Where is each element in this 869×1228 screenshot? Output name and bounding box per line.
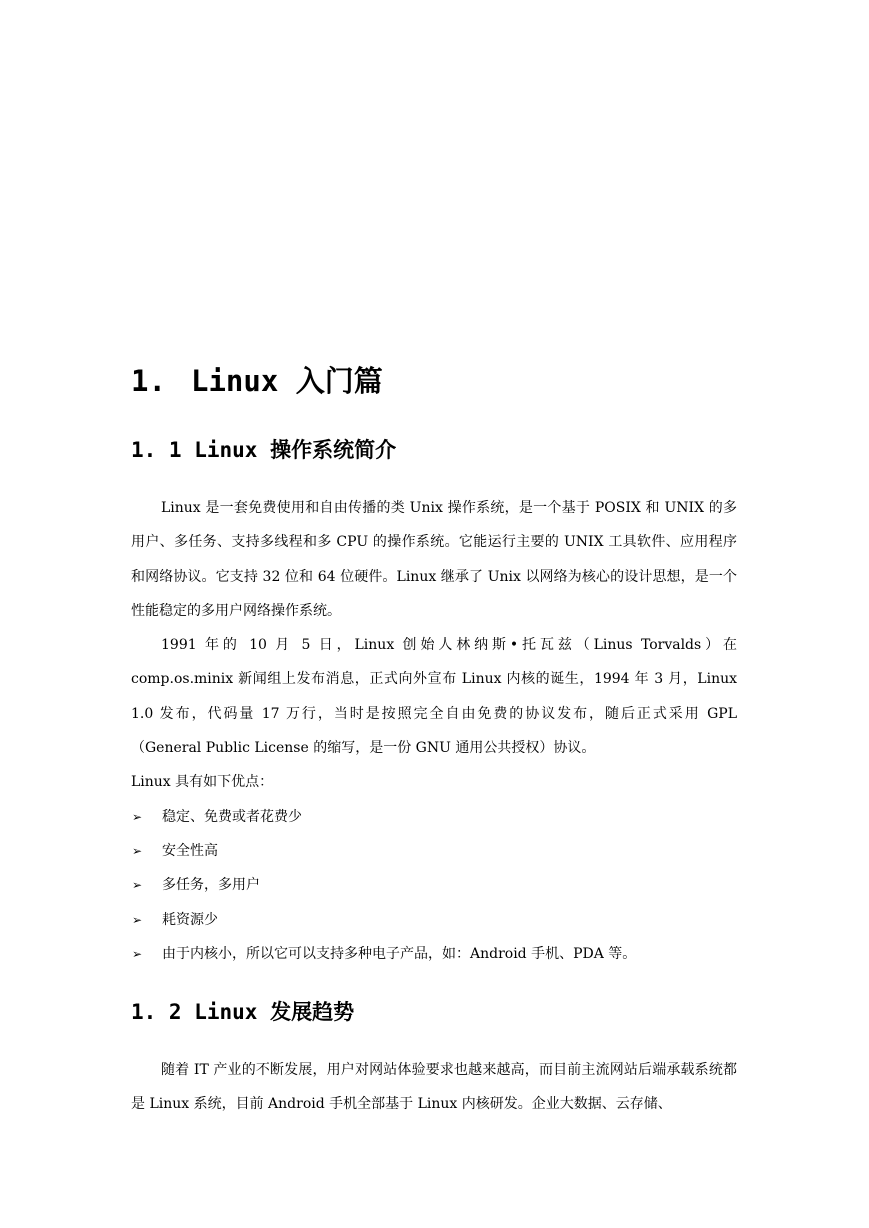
chapter-heading [131,356,737,406]
trend-paragraph: 随着 IT 产业的不断发展，用户对网站体验要求也越来越高，而目前主流网站后端承载系统都是 Linux 系统，目前 Android 手机全部基于 Linux 内核研发。企业大数据、云存储、 [131,1062,737,1113]
arrowhead-bullet-icon: ➢ [132,809,143,824]
chapter-title: Linux 入门篇 [191,364,383,398]
section-heading-1-1: 1. 1 Linux 操作系统简介 [131,438,397,462]
list-item-text: 安全性高 [162,842,218,859]
list-item-text: 稳定、免费或者花费少 [162,808,302,825]
arrowhead-bullet-icon: ➢ [132,843,143,858]
list-item-text: 由于内核小，所以它可以支持多种电子产品，如：Android 手机、PDA 等。 [162,945,637,962]
section-body-1-2 [131,1053,737,1122]
arrowhead-bullet-icon: ➢ [132,878,143,893]
list-item [131,868,737,902]
list-item-text: 多任务，多用户 [162,877,260,894]
document-content [131,356,737,1122]
arrowhead-bullet-icon: ➢ [132,946,143,961]
arrowhead-bullet-icon: ➢ [132,912,143,927]
list-item [131,800,737,834]
section-heading-1-2: 1. 2 Linux 发展趋势 [131,1000,355,1025]
section-body-1-1 [131,491,737,971]
list-item [131,937,737,971]
chapter-number: 1. [131,364,166,398]
list-item-text: 耗资源少 [162,911,218,928]
history-paragraph: 1991 年的 10 月 5 日，Linux 创始人林纳斯•托瓦兹（Linus Torvalds）在 comp.os.minix 新闻组上发布消息，正式向外宣布 Linux 内核的诞生，1994 年 3 月，Linux 1.0 发布，代码量 17 万行，当时是按照完全自由免费的协议发布，随后正式采用 GPL（General Public License 的缩写，是一份 GNU 通用公共授权）协议。 [131,637,737,757]
list-item [131,834,737,868]
advantages-intro: Linux 具有如下优点： [131,774,274,791]
intro-paragraph: Linux 是一套免费使用和自由传播的类 Unix 操作系统，是一个基于 POSIX 和 UNIX 的多用户、多任务、支持多线程和多 CPU 的操作系统。它能运行主要的 UNIX 工具软件、应用程序和网络协议。它支持 32 位和 64 位硬件。Linux 继承了 Unix 以网络为核心的设计思想，是一个性能稳定的多用户网络操作系统。 [131,500,737,619]
advantages-list [131,800,737,971]
list-item [131,903,737,937]
